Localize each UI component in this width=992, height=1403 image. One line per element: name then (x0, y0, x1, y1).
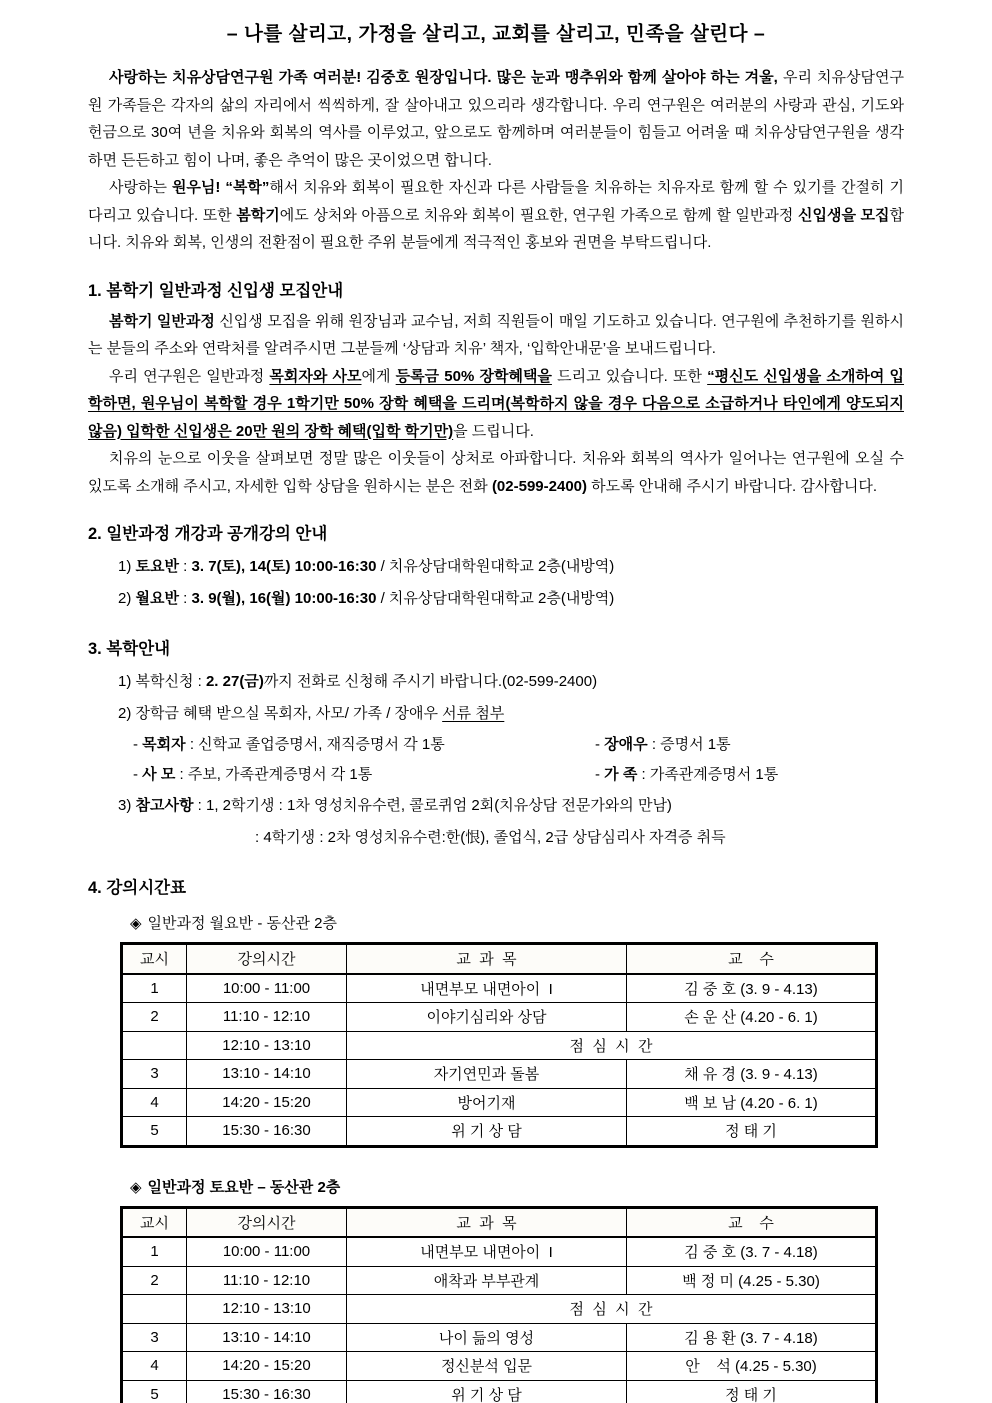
table-row (122, 1237, 877, 1266)
cell-period: 4 (122, 1352, 187, 1381)
intro-p2-s5: 에도 상처와 아픔으로 치유와 회복이 필요한, 연구원 가족으로 함께 할 일반과정 (279, 206, 798, 224)
docs-row-1 (133, 730, 904, 760)
intro-p1-bold: 사랑하는 치유상담연구원 가족 여러분! 김중호 원장입니다. 많은 눈과 맹추위와 함께 살아야 하는 겨울, (109, 69, 778, 86)
monday-class-line (118, 583, 904, 615)
s1-p1-bold: 봄학기 일반과정 (109, 312, 215, 330)
section3-heading: 3. 복학안내 (88, 640, 171, 658)
cell-subject: 내면부모 내면아이 I (347, 974, 627, 1003)
family-label: 가 족 (604, 766, 638, 783)
monday-caption-label: 일반과정 월요반 - 동산관 2층 (147, 915, 337, 932)
s1-p2-s1: 우리 연구원은 일반과정 (109, 367, 270, 385)
cell-professor: 김 중 호 (3. 9 - 4.13) (627, 974, 877, 1003)
col-professor: 교 수 (627, 1207, 877, 1237)
cell-time: 15:30 - 16:30 (187, 1117, 347, 1147)
cell-professor: 채 유 경 (3. 9 - 4.13) (627, 1060, 877, 1089)
section1-heading: 1. 봄학기 일반과정 신입생 모집안내 (88, 281, 344, 300)
cell-time: 13:10 - 14:10 (187, 1060, 347, 1089)
dash: - (133, 736, 143, 753)
docs-spouse (133, 760, 595, 790)
cell-time: 15:30 - 16:30 (187, 1380, 347, 1403)
cell-time: 10:00 - 11:00 (187, 974, 347, 1003)
cell-professor: 김 용 환 (3. 7 - 4.18) (627, 1323, 877, 1352)
cell-time: 10:00 - 11:00 (187, 1237, 347, 1266)
section2-heading: 2. 일반과정 개강과 공개강의 안내 (88, 525, 328, 543)
col-subject: 교 과 목 (347, 1207, 627, 1237)
table-row (122, 1003, 877, 1032)
s3-i2-attach: 서류 첨부 (442, 705, 505, 722)
s3-i3-num: 3) (118, 797, 136, 814)
s3-i1-date: 2. 27(금) (205, 673, 264, 690)
section1-paragraph-1 (88, 308, 904, 363)
s1-p3-s1: 치유의 눈으로 이웃을 살펴보면 정말 많은 이웃들이 상처로 아파합니다. 치유와 회복의 역사가 일어나는 연구원에 오실 수 있도록 소개해 주시고, 자세한 입학 상담을 원하시는 분은 전화 (88, 450, 904, 495)
s2-i2-label: 월요반 (135, 590, 179, 607)
spouse-docs: : 주보, 가족관계증명서 각 1통 (175, 766, 373, 783)
cell-professor: 손 운 산 (4.20 - 6. 1) (627, 1003, 877, 1032)
s2-i2-location: / 치유상담대학원대학교 2층(내방역) (376, 590, 615, 607)
notes-line-1 (118, 790, 904, 822)
cell-period: 4 (122, 1088, 187, 1117)
cell-subject: 위 기 상 담 (347, 1117, 627, 1147)
col-period: 교시 (122, 944, 187, 974)
docs-pastor (133, 730, 595, 760)
intro-p2-s1: 사랑하는 (109, 179, 172, 196)
intro-p2-s2: 원우님! “복학” (171, 179, 270, 196)
saturday-caption-label: 일반과정 토요반 – 동산관 2층 (147, 1178, 341, 1196)
dash: - (595, 766, 605, 783)
cell-professor: 김 중 호 (3. 7 - 4.18) (627, 1237, 877, 1266)
spouse-label: 사 모 (142, 766, 176, 783)
intro-p2-s6: 신입생을 모집 (797, 206, 890, 224)
notes-line-2: : 4학기생 : 2차 영성치유수련:한(恨), 졸업식, 2급 상담심리사 자격증 취득 (255, 829, 726, 846)
col-time: 강의시간 (187, 1207, 347, 1237)
cell-period: 2 (122, 1266, 187, 1295)
table-row (122, 1266, 877, 1295)
pastor-docs: : 신학교 졸업증명서, 재직증명서 각 1통 (185, 736, 445, 753)
cell-period: 1 (122, 1237, 187, 1266)
s3-i1-s1: 1) 복학신청 : (118, 673, 206, 690)
disabled-docs: : 증명서 1통 (647, 736, 731, 753)
intro-p2-s7: 합니다. 치유와 회복, 인생의 전환점이 필요한 주위 분들에게 적극적인 홍보와 권면을 부탁드립니다. (88, 206, 904, 251)
s2-i1-sep: : (179, 558, 192, 575)
cell-professor: 백 보 남 (4.20 - 6. 1) (627, 1088, 877, 1117)
table-row (122, 1060, 877, 1089)
cell-professor: 정 태 기 (627, 1380, 877, 1403)
saturday-class-line (118, 551, 904, 583)
table-row (122, 1088, 877, 1117)
cell-subject: 애착과 부부관계 (347, 1266, 627, 1295)
s3-i1-s3: 까지 전화로 신청해 주시기 바랍니다.(02-599-2400) (263, 673, 598, 690)
cell-subject: 나이 듦의 영성 (347, 1323, 627, 1352)
page-title: – 나를 살리고, 가정을 살리고, 교회를 살리고, 민족을 살린다 – (226, 23, 766, 45)
cell-period: 3 (122, 1060, 187, 1089)
reinstatement-apply-line (118, 666, 904, 698)
s1-p1-rest: 신입생 모집을 위해 원장님과 교수님, 저희 직원들이 매일 기도하고 있습니다. 연구원에 추천하기를 원하시는 분들의 주소와 연락처를 알려주시면 그분들께 ‘상담과 치유’ 책자, ‘입학안내문’을 보내드립니다. (88, 312, 904, 357)
family-docs: : 가족관계증명서 1통 (637, 766, 779, 783)
intro-paragraph-2 (88, 174, 904, 257)
cell-period: 3 (122, 1323, 187, 1352)
table-row (122, 1352, 877, 1381)
docs-row-2 (133, 760, 904, 790)
table-row (122, 1117, 877, 1147)
col-subject: 교 과 목 (347, 944, 627, 974)
col-period: 교시 (122, 1207, 187, 1237)
cell-period: 5 (122, 1117, 187, 1147)
saturday-table-caption (130, 1176, 904, 1197)
cell-subject: 방어기재 (347, 1088, 627, 1117)
col-professor: 교 수 (627, 944, 877, 974)
cell-time: 13:10 - 14:10 (187, 1323, 347, 1352)
dash: - (133, 766, 143, 783)
s1-p2-s6: “평신도 신입생을 소개하여 입학하면, 원우님이 복학할 경우 1학기만 50% 장학 혜택을 드리며(복학하지 않을 경우 다음으로 소급하거나 타인에게 양도되지 않음) 입학한 신입생은 20만 원의 장학 혜택(입학 학기만) (88, 367, 905, 440)
cell-time: 14:20 - 15:20 (187, 1088, 347, 1117)
cell-professor: 백 정 미 (4.25 - 5.30) (627, 1266, 877, 1295)
cell-period: 1 (122, 974, 187, 1003)
cell-lunch: 점 심 시 간 (347, 1031, 877, 1060)
disabled-label: 장애우 (604, 736, 648, 753)
cell-period: 2 (122, 1003, 187, 1032)
s1-p2-s4: 등록금 50% 장학혜택을 (395, 367, 552, 385)
lunch-row (122, 1031, 877, 1060)
cell-subject: 내면부모 내면아이 I (347, 1237, 627, 1266)
cell-time: 12:10 - 13:10 (187, 1031, 347, 1060)
s1-p3-phone: (02-599-2400) (491, 477, 587, 495)
intro-paragraph-1 (88, 64, 904, 174)
cell-subject: 정신분석 입문 (347, 1352, 627, 1381)
cell-lunch: 점 심 시 간 (347, 1295, 877, 1324)
cell-subject: 자기연민과 돌봄 (347, 1060, 627, 1089)
section1-paragraph-3 (88, 445, 904, 500)
cell-period (122, 1295, 187, 1324)
monday-schedule-table (120, 942, 878, 1148)
intro-p2-s4: 봄학기 (236, 206, 280, 224)
section3-list (118, 666, 904, 854)
s3-i2-s1: 2) 장학금 혜택 받으실 목회자, 사모/ 가족 / 장애우 (118, 705, 443, 722)
cell-subject: 위 기 상 담 (347, 1380, 627, 1403)
cell-time: 12:10 - 13:10 (187, 1295, 347, 1324)
diamond-bullet-icon: ◈ (130, 915, 142, 932)
s1-p2-s3: 에게 (361, 367, 396, 385)
s2-i1-location: / 치유상담대학원대학교 2층(내방역) (376, 558, 615, 575)
s2-i2-sep: : (179, 590, 192, 607)
section1-paragraph-2 (88, 363, 904, 446)
cell-time: 14:20 - 15:20 (187, 1352, 347, 1381)
table-header-row (122, 944, 877, 974)
cell-professor: 안 석 (4.25 - 5.30) (627, 1352, 877, 1381)
s1-p2-s5: 드리고 있습니다. 또한 (551, 367, 708, 385)
col-time: 강의시간 (187, 944, 347, 974)
diamond-bullet-icon: ◈ (130, 1178, 142, 1196)
table-header-row (122, 1207, 877, 1237)
s2-i1-num: 1) (118, 558, 136, 575)
s2-i2-num: 2) (118, 590, 136, 607)
s2-i1-datetime: 3. 7(토), 14(토) 10:00-16:30 (191, 558, 377, 575)
s3-i3-label: 참고사항 (135, 797, 194, 814)
lunch-row (122, 1295, 877, 1324)
s1-p2-s2: 목회자와 사모 (269, 367, 362, 385)
section2-list (118, 551, 904, 615)
docs-disabled (595, 730, 904, 760)
s2-i1-label: 토요반 (135, 558, 179, 575)
scholarship-docs-line (118, 698, 904, 730)
cell-period (122, 1031, 187, 1060)
s1-p2-s7: 을 드립니다. (453, 422, 534, 440)
section4-heading: 4. 강의시간표 (88, 879, 187, 897)
pastor-label: 목회자 (142, 736, 186, 753)
cell-time: 11:10 - 12:10 (187, 1266, 347, 1295)
saturday-schedule-table (120, 1206, 878, 1403)
s1-p3-s3: 하도록 안내해 주시기 바랍니다. 감사합니다. (587, 477, 877, 495)
table-row (122, 974, 877, 1003)
cell-period: 5 (122, 1380, 187, 1403)
table-row (122, 1323, 877, 1352)
cell-subject: 이야기심리와 상담 (347, 1003, 627, 1032)
intro-p2-s3: 해서 치유와 회복이 필요한 자신과 다른 사람들을 치유하는 치유자로 함께 할 수 있기를 간절히 기다리고 있습니다. 또한 (88, 179, 904, 224)
dash: - (595, 736, 605, 753)
s2-i2-datetime: 3. 9(월), 16(월) 10:00-16:30 (191, 590, 377, 607)
cell-time: 11:10 - 12:10 (187, 1003, 347, 1032)
s3-i3-text: : 1, 2학기생 : 1차 영성치유수련, 콜로퀴엄 2회(치유상담 전문가와의 만남) (193, 797, 672, 814)
docs-family (595, 760, 904, 790)
monday-table-caption (130, 912, 904, 933)
table-row (122, 1380, 877, 1403)
intro-p1-rest: 우리 치유상담연구원 가족들은 각자의 삶의 자리에서 씩씩하게, 잘 살아내고 있으리라 생각합니다. 우리 연구원은 여러분의 사랑과 관심, 기도와 헌금으로 30여 년을 치유와 회복의 역사를 이루었고, 앞으로도 함께하며 여러분들이 힘들고 어려울 때 치유상담연구원을 생각하면 든든하고 힘이 나며, 좋은 추억이 많은 곳이었으면 합니다. (88, 69, 904, 169)
cell-professor: 정 태 기 (627, 1117, 877, 1147)
